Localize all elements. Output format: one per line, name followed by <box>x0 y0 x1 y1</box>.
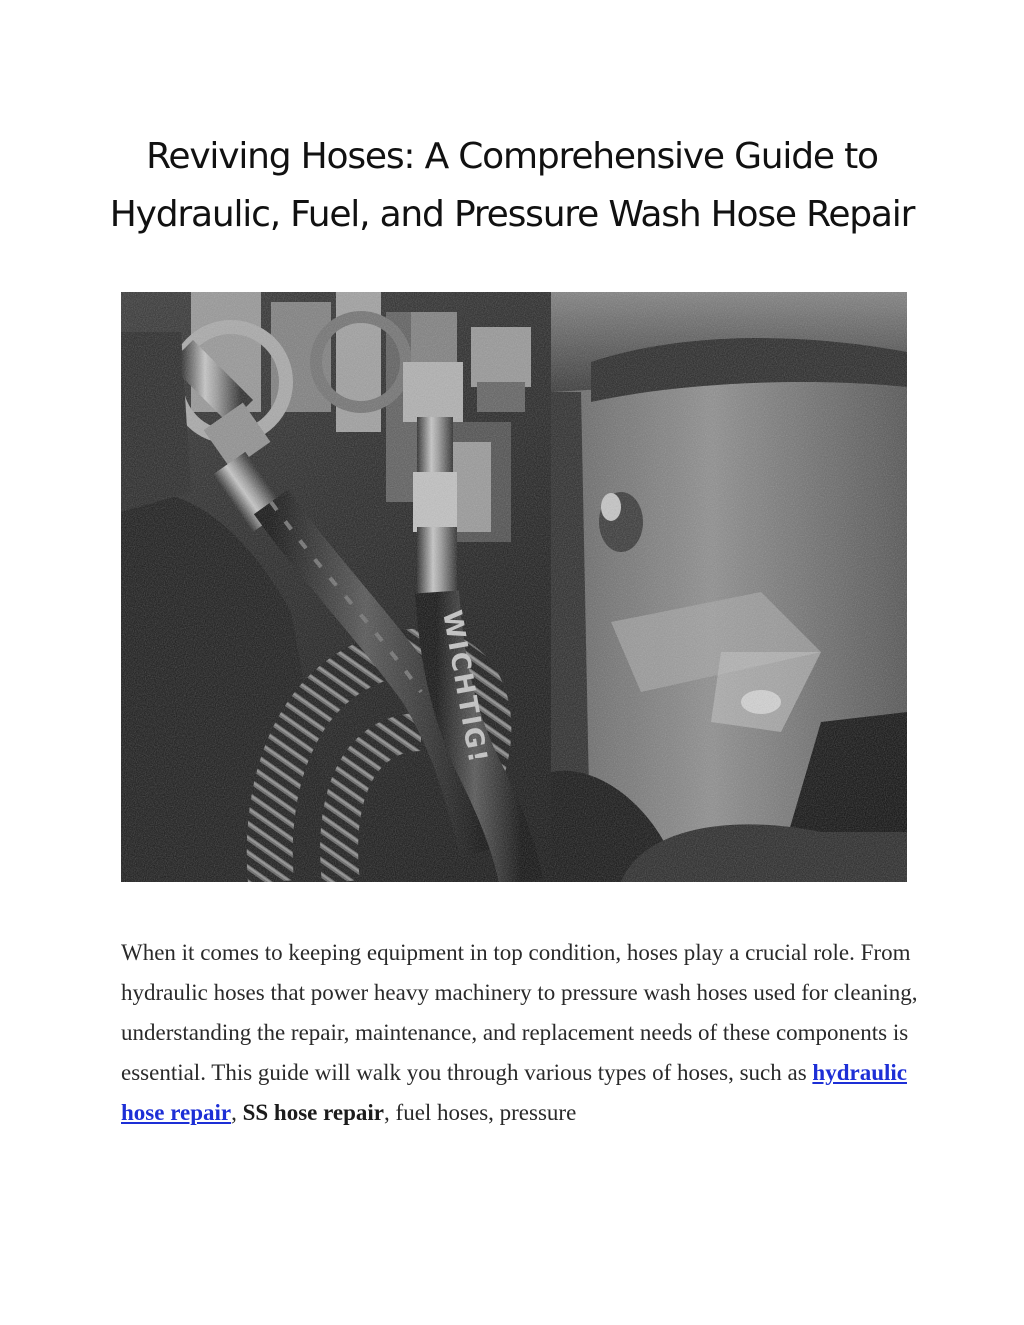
ss-hose-repair-bold: SS hose repair <box>242 1100 385 1125</box>
intro-paragraph <box>121 933 921 1133</box>
page-title: Reviving Hoses: A Comprehensive Guide to Hydraulic, Fuel, and Pressure Wash Hose Repair <box>109 136 915 235</box>
intro-text-continued: , fuel hoses, pressure <box>384 1100 577 1125</box>
hydraulic-hose-repair-link[interactable]: hydraulic hose repair <box>121 1060 907 1125</box>
hydraulic-hoses-photo <box>121 292 907 882</box>
intro-separator: , <box>231 1100 243 1125</box>
intro-text: When it comes to keeping equipment in top condition, hoses play a crucial role. From hydraulic hoses that power heavy machinery to pressure wash hoses used for cleaning, understanding the repair, maintenance, and replacement needs of these components is essential. This guide will walk you through various types of hoses, such as <box>121 940 918 1085</box>
